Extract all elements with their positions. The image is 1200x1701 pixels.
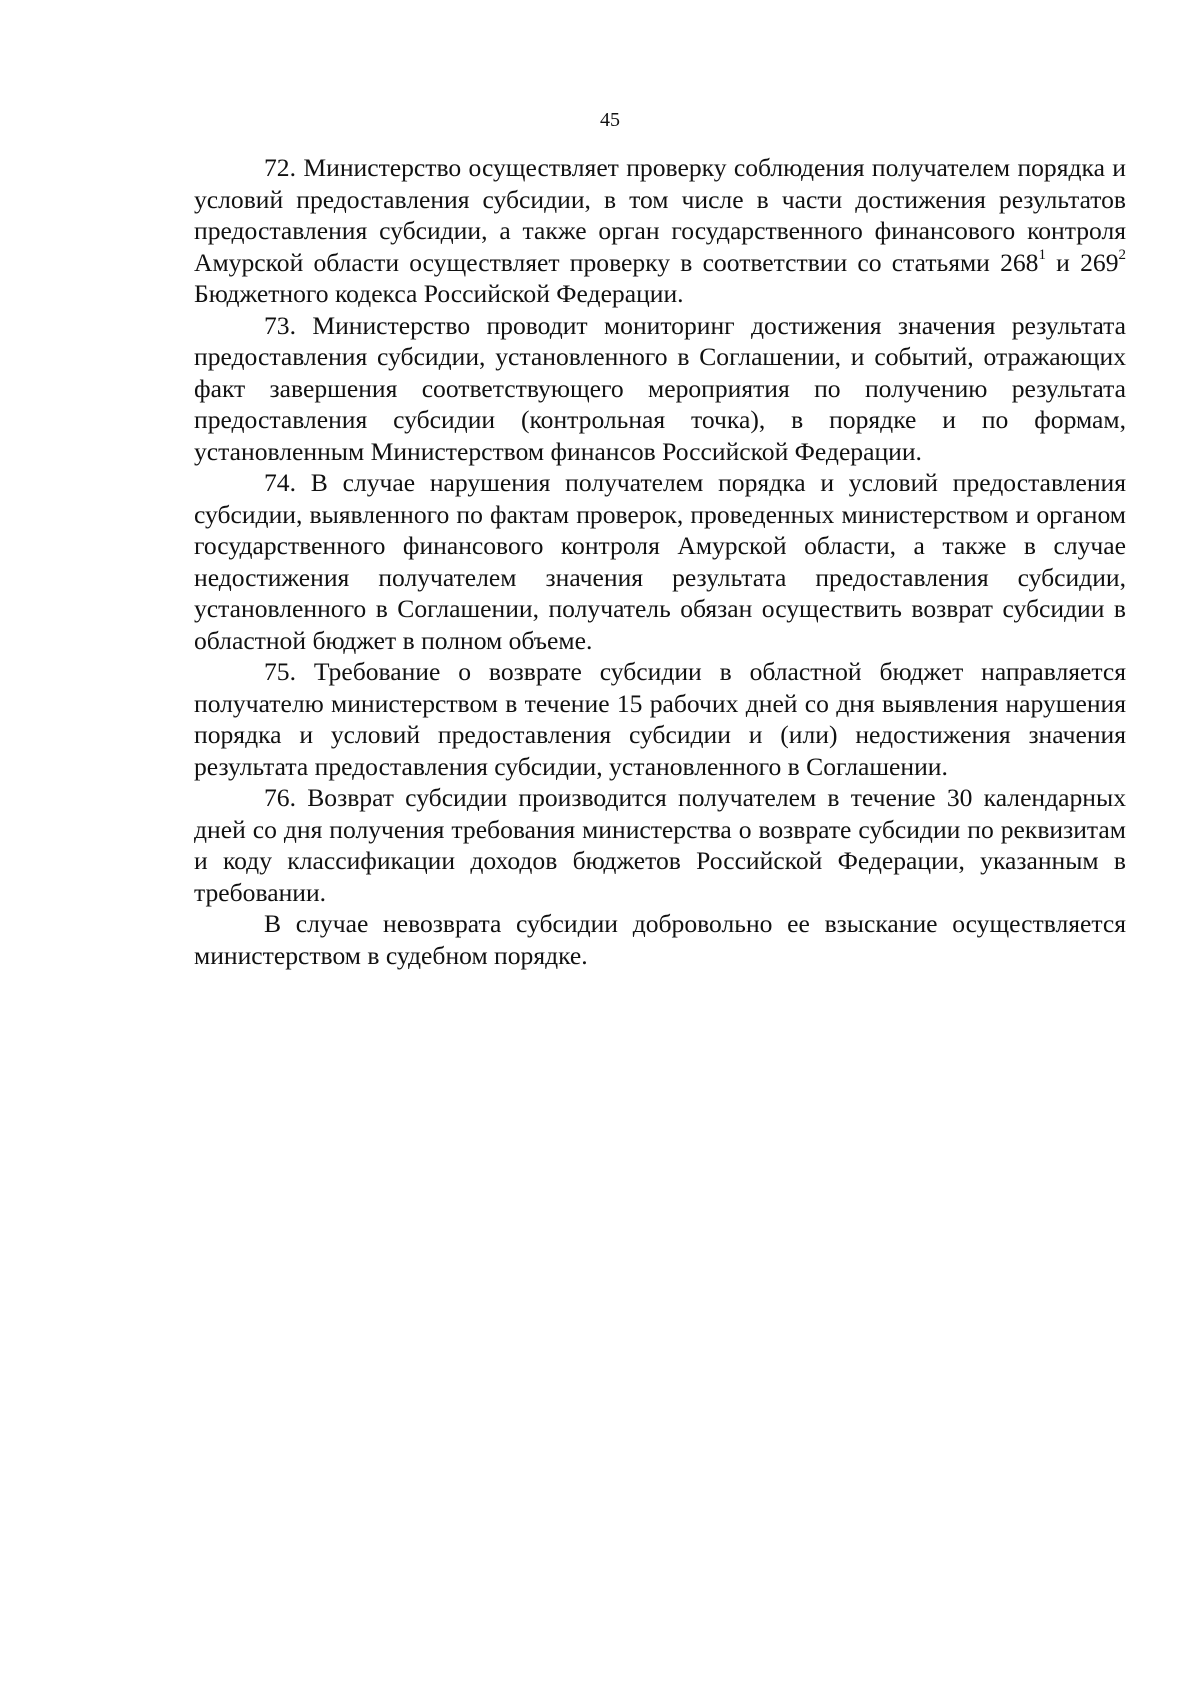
- paragraph-76: 76. Возврат субсидии производится получателем в течение 30 календарных дней со дня получения требования министерства о возврате субсидии по реквизитам и коду классификации доходов бюджетов Российской Федерации, указанным в требовании.: [194, 783, 1126, 907]
- document-body: [194, 152, 1126, 971]
- paragraph-74: 74. В случае нарушения получателем порядка и условий предоставления субсидии, выявленного по фактам проверок, проведенных министерством и органом государственного финансового контроля Амурской области, а также в случае недостижения получателем значения результата предоставления субсидии, установленного в Соглашении, получатель обязан осуществить возврат субсидии в областной бюджет в полном объеме.: [194, 468, 1126, 655]
- paragraph-closing: В случае невозврата субсидии добровольно ее взыскание осуществляется министерством в судебном порядке.: [194, 909, 1126, 970]
- paragraph-75: 75. Требование о возврате субсидии в областной бюджет направляется получателю министерством в течение 15 рабочих дней со дня выявления нарушения порядка и условий предоставления субсидии и (или) недостижения значения результата предоставления субсидии, установленного в Соглашении.: [194, 657, 1126, 781]
- superscript-2: 2: [1118, 246, 1126, 263]
- page-number: 45: [600, 109, 620, 131]
- paragraph-72: [194, 152, 1126, 310]
- paragraph-73: 73. Министерство проводит мониторинг достижения значения результата предоставления субсидии, установленного в Соглашении, и событий, отражающих факт завершения соответствующего мероприятия по получению результата предоставления субсидии (контрольная точка), в порядке и по формам, установленным Министерством финансов Российской Федерации.: [194, 310, 1126, 466]
- superscript-1: 1: [1038, 246, 1046, 263]
- paragraph-72-text-part-1: 72. Министерство осуществляет проверку соблюдения получателем порядка и условий предоставления субсидии, в том числе в части достижения результатов предоставления субсидии, а также орган государственного финансового контроля Амурской области осуществляет проверку в соответствии со статьями 268: [194, 153, 1126, 277]
- paragraph-72-text-part-3: Бюджетного кодекса Российской Федерации.: [194, 279, 684, 308]
- paragraph-72-text-part-2: и 269: [1045, 247, 1119, 277]
